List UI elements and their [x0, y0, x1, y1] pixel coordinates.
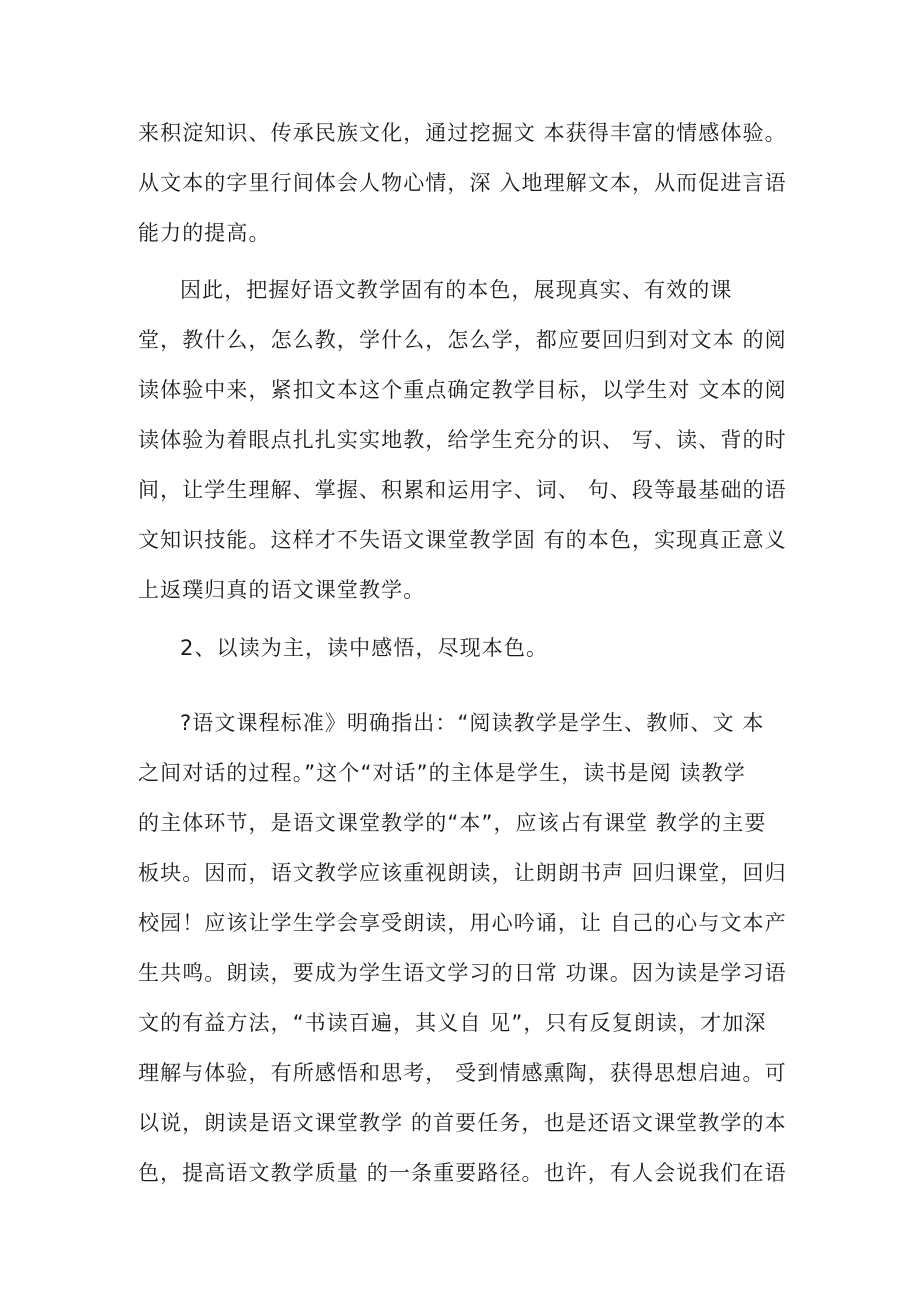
text-line: 堂，教什么，怎么教，学什么，怎么学，都应要回归到对文本 的阅 — [138, 328, 787, 352]
text-line: 生共鸣。朗读，要成为学生语文学习的日常 功课。因为读是学习语 — [138, 961, 787, 985]
text-line: 之间对话的过程。”这个“对话”的主体是学生，读书是阅 读教学 — [138, 761, 746, 785]
text-line: 校园！应该让学生学会享受朗读，用心吟诵，让 自己的心与文本产 — [138, 911, 787, 935]
text-line: 读体验中来，紧扣文本这个重点确定教学目标，以学生对 文本的阅 — [138, 378, 787, 402]
text-line: 从文本的字里行间体会人物心情，深 入地理解文本，从而促进言语 — [138, 171, 787, 195]
text-line: ?语文课程标准》明确指出：“阅读教学是学生、教师、文 本 — [180, 711, 765, 735]
text-line: 文知识技能。这样才不失语文课堂教学固 有的本色，实现真正意义 — [138, 528, 787, 552]
text-line: 的主体环节，是语文课堂教学的“本”，应该占有课堂 教学的主要 — [138, 811, 767, 835]
text-line: 读体验为着眼点扎扎实实地教，给学生充分的识、 写、读、背的时 — [138, 428, 787, 452]
text-line: 以说，朗读是语文课堂教学 的首要任务，也是还语文课堂教学的本 — [138, 1111, 787, 1135]
text-line: 色，提高语文教学质量 的一条重要路径。也许，有人会说我们在语 — [138, 1161, 787, 1185]
text-line: 来积淀知识、传承民族文化，通过挖掘文 本获得丰富的情感体验。 — [138, 121, 787, 145]
text-line: 间，让学生理解、掌握、积累和运用字、词、 句、段等最基础的语 — [138, 478, 787, 502]
section-heading: 2、以读为主，读中感悟，尽现本色。 — [180, 636, 549, 660]
text-line: 上返璞归真的语文课堂教学。 — [138, 578, 426, 602]
text-line: 能力的提高。 — [138, 221, 271, 245]
text-line: 因此，把握好语文教学固有的本色，展现真实、有效的课 — [180, 278, 733, 302]
text-line: 板块。因而，语文教学应该重视朗读，让朗朗书声 回归课堂，回归 — [138, 861, 787, 885]
text-line: 理解与体验，有所感悟和思考， 受到情感熏陶，获得思想启迪。可 — [138, 1061, 787, 1085]
text-line: 文的有益方法，“书读百遍，其义自 见”，只有反复朗读，才加深 — [138, 1011, 767, 1035]
